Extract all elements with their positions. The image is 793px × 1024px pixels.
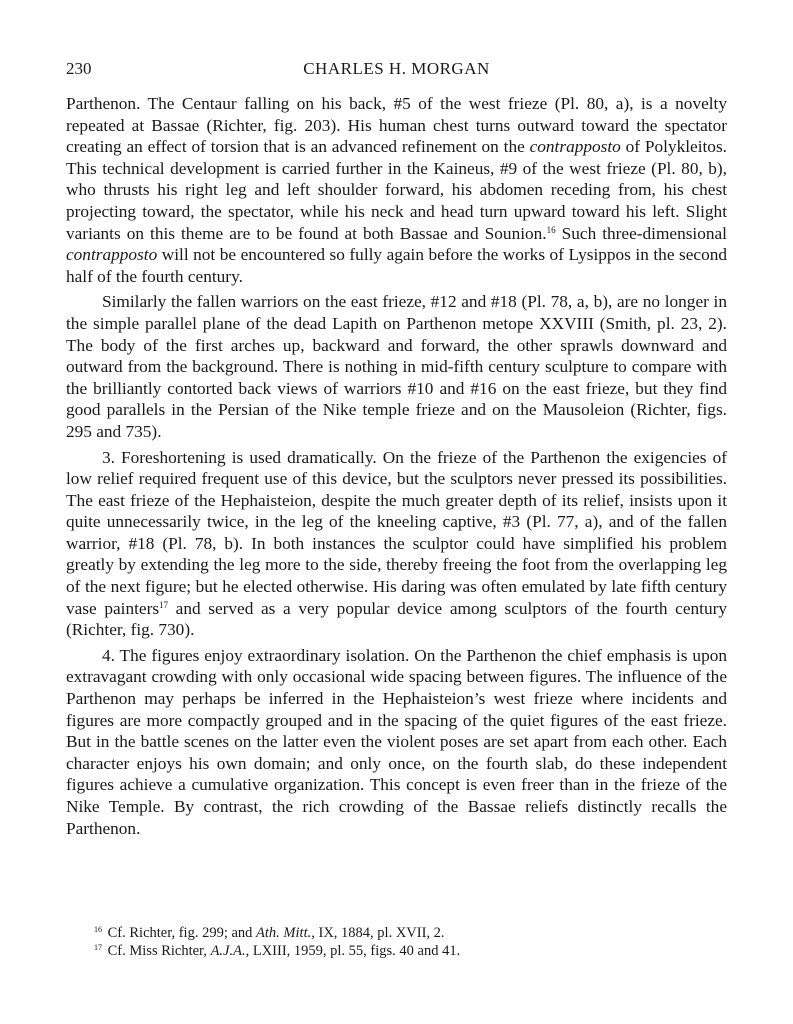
- text-run: 3. Foreshortening is used dramatically. On the frieze of the Parthenon the exigencies of low relief required frequent use of this device, but the sculptors never pressed its possibilities. The east frieze of the Hephaisteion, despite the much greater depth of its relief, insists upon it quite unnecessarily twice, in the leg of the kneeling captive, #3 (Pl. 77, a), and of the fallen warrior, #18 (Pl. 78, b). In both instances the sculptor could have simplified his problem greatly by extending the leg more to the side, thereby freeing the foot from the overlapping leg of the next figure; but he elected otherwise. His daring was often emulated by late fifth century vase painters: [66, 447, 727, 618]
- footnote-text: Cf. Miss Richter,: [107, 943, 211, 959]
- footnote-italic: A.J.A.: [210, 943, 246, 959]
- footnote-ref[interactable]: 17: [159, 599, 169, 610]
- paragraph-4: 4. The figures enjoy extraordinary isolation. On the Parthenon the chief emphasis is upon extravagant crowding with only occasional wide spacing between figures. The influence of the Parthenon may perhaps be inferred in the Hephaisteion’s west frieze where incidents and figures are more compactly grouped and in the spacing of the quiet figures of the east frieze. But in the battle scenes on the latter even the violent poses are set apart from each other. Each character enjoys his own domain; and only once, on the fourth slab, do these independent figures achieve a cumulative organization. This concept is even freer than in the frieze of the Nike Temple. By contrast, the rich crowding of the Bassae reliefs distinctly recalls the Parthenon.: [66, 645, 727, 838]
- footnotes: [66, 924, 727, 960]
- footnote-text: , LXIII, 1959, pl. 55, figs. 40 and 41.: [245, 943, 461, 959]
- running-head: CHARLES H. MORGAN: [303, 59, 490, 78]
- italic-term: contrapposto: [66, 245, 158, 265]
- body-text: [66, 93, 727, 843]
- page-header: [66, 58, 727, 80]
- footnote-16: [66, 924, 727, 942]
- footnote-number: 17: [94, 943, 102, 952]
- footnote-ref[interactable]: 16: [546, 224, 556, 235]
- paragraph-2: Similarly the fallen warriors on the east frieze, #12 and #18 (Pl. 78, a, b), are no longer in the simple parallel plane of the dead Lapith on Parthenon metope XXVIII (Smith, pl. 23, 2). The body of the first arches up, backward and forward, the other sprawls downward and outward from the background. There is nothing in mid-fifth century sculpture to compare with the brilliantly contorted back views of warriors #10 and #16 on the east frieze, but they find good parallels in the Persian of the Nike temple frieze and on the Mausoleion (Richter, figs. 295 and 735).: [66, 292, 727, 441]
- text-run: and served as a very popular device among sculptors of the fourth century (Richter, fig. 730).: [66, 598, 727, 640]
- footnote-number: 16: [94, 925, 102, 934]
- page-number: 230: [66, 59, 92, 78]
- text-run: will not be encountered so fully again before the works of Lysippos in the second half of the fourth century.: [66, 245, 727, 286]
- footnote-italic: Ath. Mitt.: [256, 925, 312, 941]
- text-run: Such three-dimensional: [555, 223, 727, 243]
- paragraph-3: [66, 447, 727, 641]
- footnote-text: Cf. Richter, fig. 299; and: [107, 925, 257, 941]
- footnote-text: , IX, 1884, pl. XVII, 2.: [311, 925, 445, 941]
- text-run: of Polykleitos. This technical development is carried further in the Kaineus, #9 of the west frieze (Pl. 80, b), who thrusts his right leg and left shoulder forward, his abdomen receding from, his chest projecting toward, the spectator, while his neck and head turn upward toward his left. Slight variants on this theme are to be found at both Bassae and Sounion.: [66, 137, 727, 243]
- footnote-17: [66, 942, 727, 960]
- italic-term: contrapposto: [529, 137, 621, 157]
- text-run: Parthenon. The Centaur falling on his back, #5 of the west frieze (Pl. 80, a), is a novelty repeated at Bassae (Richter, fig. 203). His human chest turns outward toward the spectator creating an effect of torsion that is an advanced refinement on the: [66, 94, 727, 157]
- paragraph-1: [66, 93, 727, 287]
